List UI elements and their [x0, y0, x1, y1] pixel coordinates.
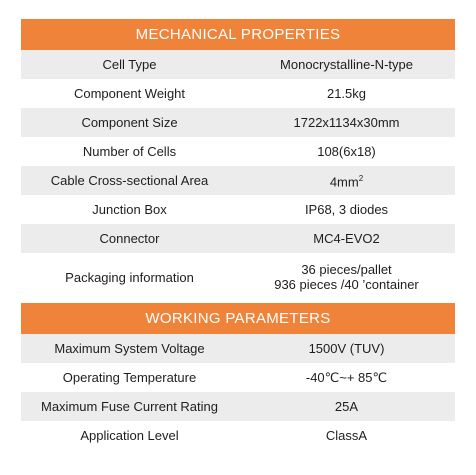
row-label: Operating Temperature [62, 370, 197, 385]
table-row-packaging [21, 253, 455, 301]
row-value [238, 171, 455, 189]
table-row-connector [21, 224, 455, 253]
row-value: 25A [334, 399, 359, 414]
table-row-application-level [21, 421, 455, 450]
table-row-cell-type [21, 50, 455, 79]
spec-sheet [21, 19, 455, 450]
row-value-line: 36 pieces/pallet [301, 262, 392, 277]
row-label: Connector [99, 231, 160, 246]
table-row-component-weight [21, 79, 455, 108]
mechanical-properties-header [21, 19, 455, 50]
table-row-junction-box [21, 195, 455, 224]
row-label: Packaging information [65, 269, 194, 285]
row-label: Number of Cells [82, 144, 177, 159]
table-row-operating-temperature [21, 363, 455, 392]
working-parameters-title: WORKING PARAMETERS [145, 310, 331, 327]
table-row-max-fuse-current [21, 392, 455, 421]
row-value-superscript: 2 [358, 174, 364, 184]
row-label: Junction Box [92, 202, 167, 217]
row-label: Component Size [81, 115, 178, 130]
table-row-max-system-voltage [21, 334, 455, 363]
row-label: Maximum System Voltage [54, 341, 205, 356]
row-label: Maximum Fuse Current Rating [41, 399, 218, 414]
row-value: ClassA [325, 428, 368, 443]
row-value-text: 4mm [329, 174, 359, 190]
row-value: 1722x1134x30mm [293, 115, 400, 130]
row-value: Monocrystalline-N-type [280, 57, 413, 72]
row-value: MC4-EVO2 [313, 231, 380, 246]
row-label: Cable Cross-sectional Area [50, 173, 209, 188]
table-row-component-size [21, 108, 455, 137]
row-value: 108(6x18) [317, 144, 376, 159]
row-value [238, 262, 455, 292]
row-value: 1500V (TUV) [308, 341, 385, 356]
working-parameters-header [21, 303, 455, 334]
row-label: Component Weight [73, 86, 186, 101]
mechanical-properties-title: MECHANICAL PROPERTIES [135, 26, 341, 43]
table-row-number-of-cells [21, 137, 455, 166]
row-value-line: 936 pieces /40 ’container [274, 277, 419, 292]
table-row-cable-area [21, 166, 455, 195]
row-value: 21.5kg [326, 86, 367, 101]
row-value: IP68, 3 diodes [304, 202, 389, 217]
row-value: -40℃~+ 85℃ [305, 370, 388, 385]
row-label: Cell Type [102, 57, 157, 72]
row-label: Application Level [80, 428, 179, 443]
